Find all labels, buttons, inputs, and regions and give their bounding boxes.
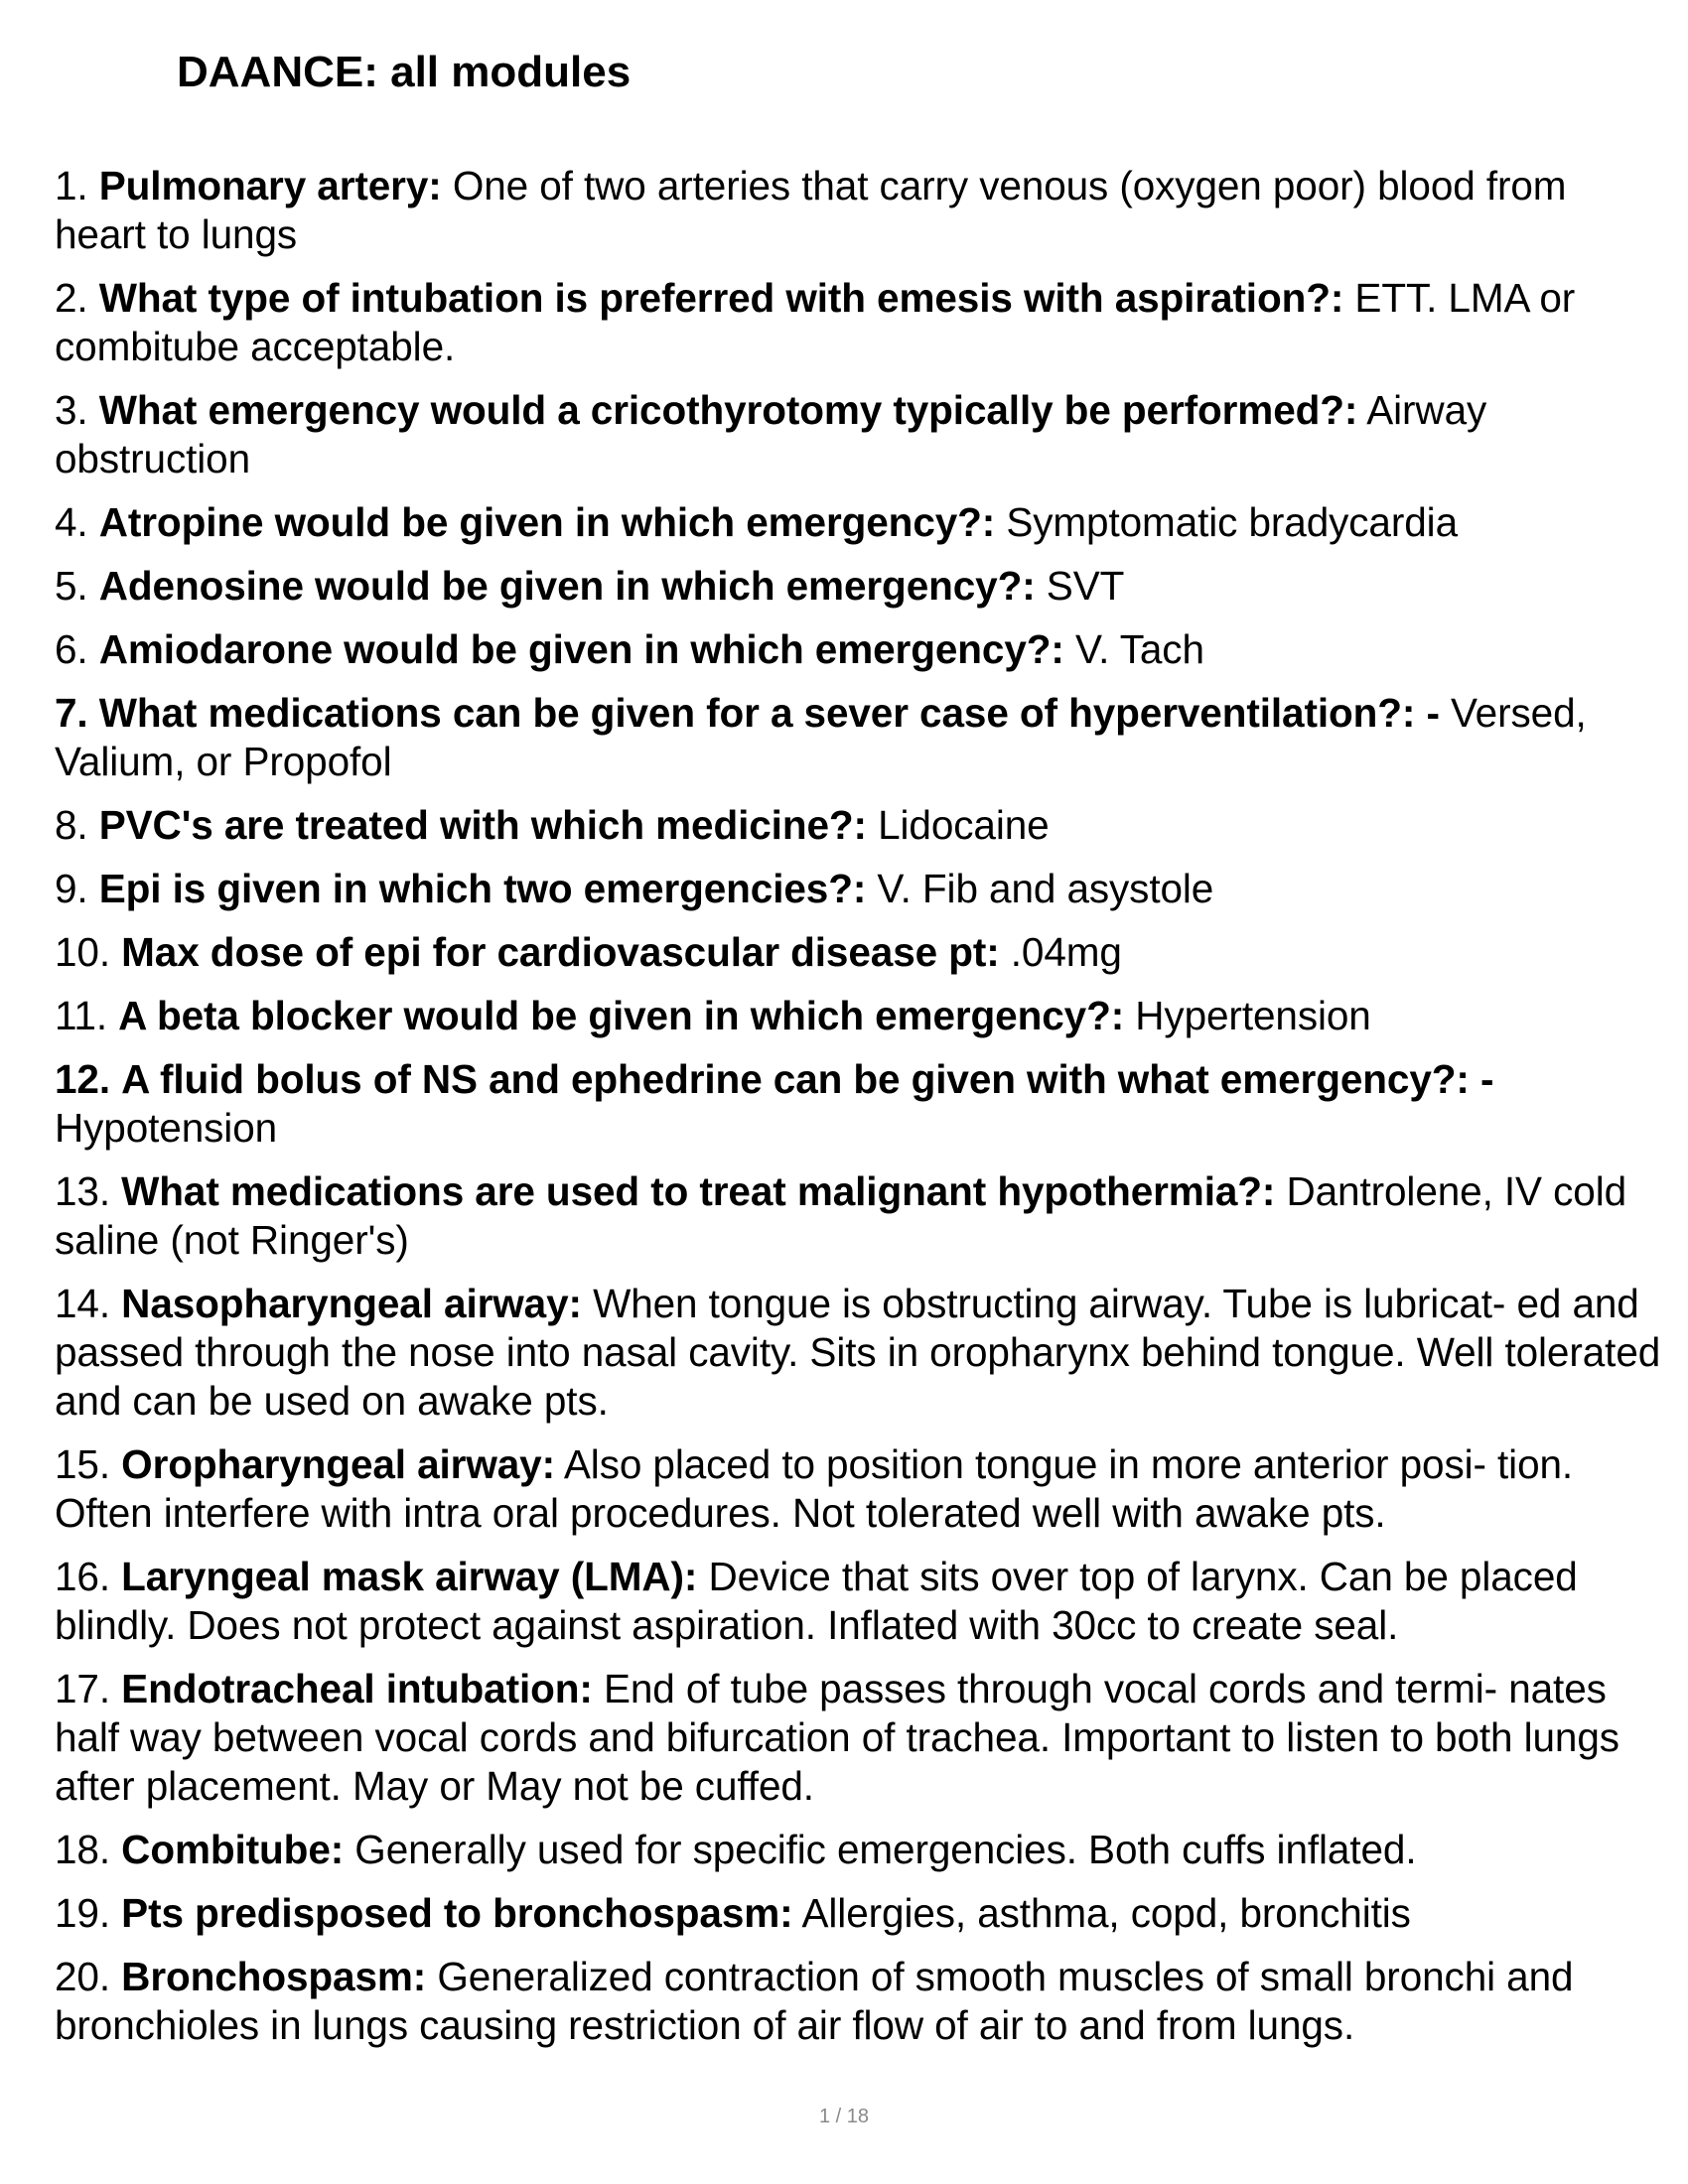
item-number: 15. xyxy=(55,1441,111,1487)
item-term: Nasopharyngeal airway: xyxy=(121,1281,582,1326)
item-term: Oropharyngeal airway: xyxy=(121,1441,555,1487)
item-number: 6. xyxy=(55,626,88,672)
item-term: A fluid bolus of NS and ephedrine can be given with what emergency?: - xyxy=(121,1056,1494,1102)
item-definition: .04mg xyxy=(1010,929,1122,975)
item-term: What medications can be given for a sever case of hyperventilation?: - xyxy=(98,690,1440,736)
item-definition: Hypotension xyxy=(55,1105,278,1151)
item-term: Laryngeal mask airway (LMA): xyxy=(121,1554,698,1599)
item-term: Combitube: xyxy=(121,1827,345,1872)
item-definition: V. Fib and asystole xyxy=(877,866,1214,911)
item-term: What medications are used to treat malignant hypothermia?: xyxy=(121,1168,1276,1214)
item-number: 14. xyxy=(55,1281,111,1326)
list-item xyxy=(55,274,1668,371)
item-number: 4. xyxy=(55,499,88,545)
item-number: 16. xyxy=(55,1554,111,1599)
item-number: 11. xyxy=(55,993,107,1038)
list-item xyxy=(55,1826,1668,1874)
flashcard-list xyxy=(55,162,1668,2065)
item-term: What type of intubation is preferred with emesis with aspiration?: xyxy=(98,275,1344,321)
item-number: 13. xyxy=(55,1168,111,1214)
list-item xyxy=(55,689,1668,786)
item-term: Atropine would be given in which emergency?: xyxy=(98,499,996,545)
item-term: Pulmonary artery: xyxy=(98,163,442,208)
item-term: Max dose of epi for cardiovascular disease pt: xyxy=(121,929,1000,975)
list-item xyxy=(55,1889,1668,1938)
item-term: Pts predisposed to bronchospasm: xyxy=(121,1890,793,1936)
item-definition: Generalized contraction of smooth muscles of small bronchi and bronchioles in lungs causing restriction of air flow of air to and from lungs. xyxy=(55,1954,1574,2048)
list-item xyxy=(55,625,1668,674)
list-item xyxy=(55,386,1668,483)
item-number: 20. xyxy=(55,1954,111,1999)
item-definition: Generally used for specific emergencies. Both cuffs inflated. xyxy=(354,1827,1417,1872)
page-number: 1 / 18 xyxy=(818,2106,870,2127)
list-item xyxy=(55,1440,1668,1538)
item-definition: Dantrolene, IV cold saline (not Ringer's) xyxy=(55,1168,1627,1263)
item-term: Bronchospasm: xyxy=(121,1954,427,1999)
item-definition: Versed, Valium, or Propofol xyxy=(55,690,1587,784)
item-number: 1. xyxy=(55,163,88,208)
item-definition: One of two arteries that carry venous (oxygen poor) blood from heart to lungs xyxy=(55,163,1567,257)
list-item xyxy=(55,992,1668,1040)
item-definition: Airway obstruction xyxy=(55,387,1487,481)
item-term: A beta blocker would be given in which emergency?: xyxy=(118,993,1125,1038)
list-item xyxy=(55,1055,1668,1153)
list-item xyxy=(55,498,1668,547)
list-item xyxy=(55,1553,1668,1650)
list-item xyxy=(55,1280,1668,1426)
item-term: Adenosine would be given in which emergency?: xyxy=(98,563,1036,609)
item-definition: Hypertension xyxy=(1135,993,1371,1038)
list-item xyxy=(55,928,1668,977)
item-term: Amiodarone would be given in which emergency?: xyxy=(98,626,1064,672)
item-number: 17. xyxy=(55,1666,111,1711)
item-definition: When tongue is obstructing airway. Tube is lubricat- ed and passed through the nose into nasal cavity. Sits in oropharynx behind tongue. Well tolerated and can be used on awake pts. xyxy=(55,1281,1661,1424)
list-item xyxy=(55,1665,1668,1811)
item-number: 10. xyxy=(55,929,111,975)
document-title: DAANCE: all modules xyxy=(177,48,632,96)
list-item xyxy=(55,1953,1668,2050)
item-number: 19. xyxy=(55,1890,111,1936)
list-item xyxy=(55,865,1668,913)
item-definition: Allergies, asthma, copd, bronchitis xyxy=(801,1890,1411,1936)
item-number: 12. xyxy=(55,1056,111,1102)
item-number: 3. xyxy=(55,387,88,433)
item-definition: Device that sits over top of larynx. Can be placed blindly. Does not protect against aspiration. Inflated with 30cc to create seal. xyxy=(55,1554,1578,1648)
item-term: What emergency would a cricothyrotomy typically be performed?: xyxy=(98,387,1358,433)
item-definition: Symptomatic bradycardia xyxy=(1006,499,1458,545)
item-definition: V. Tach xyxy=(1074,626,1204,672)
item-term: PVC's are treated with which medicine?: xyxy=(98,802,867,848)
list-item xyxy=(55,562,1668,611)
item-number: 9. xyxy=(55,866,88,911)
item-number: 7. xyxy=(55,690,88,736)
item-definition: Also placed to position tongue in more anterior posi- tion. Often interfere with intra oral procedures. Not tolerated well with awake pts. xyxy=(55,1441,1574,1536)
list-item xyxy=(55,801,1668,850)
item-definition: End of tube passes through vocal cords and termi- nates half way between vocal cords and bifurcation of trachea. Important to listen to both lungs after placement. May or May not be cuffed. xyxy=(55,1666,1619,1809)
item-number: 8. xyxy=(55,802,88,848)
item-number: 5. xyxy=(55,563,88,609)
item-term: Epi is given in which two emergencies?: xyxy=(98,866,867,911)
item-number: 2. xyxy=(55,275,88,321)
item-definition: SVT xyxy=(1046,563,1125,609)
list-item xyxy=(55,162,1668,259)
list-item xyxy=(55,1167,1668,1265)
item-definition: ETT. LMA or combitube acceptable. xyxy=(55,275,1576,369)
item-term: Endotracheal intubation: xyxy=(121,1666,593,1711)
item-number: 18. xyxy=(55,1827,111,1872)
item-definition: Lidocaine xyxy=(878,802,1050,848)
